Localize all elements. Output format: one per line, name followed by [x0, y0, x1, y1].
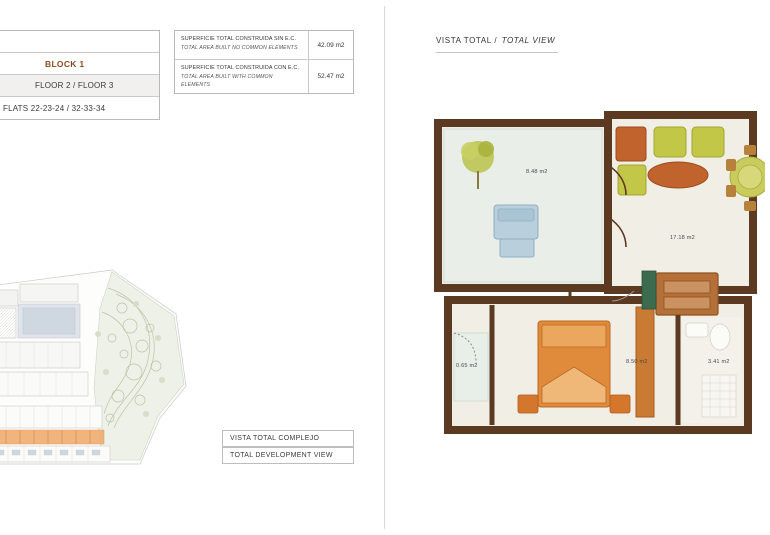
panel-divider — [384, 6, 385, 529]
lower-rooms — [448, 271, 748, 430]
block-info-table — [0, 30, 160, 120]
caption-es-label: VISTA TOTAL COMPLEJO — [230, 435, 320, 442]
block-label: BLOCK 1 — [45, 58, 85, 69]
built-area-table — [174, 30, 354, 94]
table-row-area-no-common — [175, 31, 353, 60]
area-label-bathroom: 3.41 m2 — [708, 359, 730, 365]
living-room — [608, 115, 765, 290]
terrace-room — [438, 123, 608, 288]
table-row-block — [0, 53, 159, 75]
title-es: VISTA TOTAL / — [436, 36, 498, 45]
area-label-living-room: 17.18 m2 — [670, 235, 695, 241]
area-no-common-labels — [175, 31, 309, 59]
site-plan-drawing — [0, 268, 220, 473]
area-with-common-label-en: TOTAL AREA BUILT WITH COMMON ELEMENTS — [181, 74, 273, 88]
area-label-terrace: 8.48 m2 — [526, 169, 548, 175]
bathroom — [678, 315, 742, 425]
area-no-common-label-es: SUPERFICIE TOTAL CONSTRUIDA SIN E.C. — [181, 36, 297, 42]
chest-of-drawers — [656, 273, 718, 315]
area-no-common-label-en: TOTAL AREA BUILT NO COMMON ELEMENTS — [181, 45, 298, 51]
caption-en-label: TOTAL DEVELOPMENT VIEW — [230, 452, 333, 459]
area-label-bedroom: 8.50 m2 — [626, 359, 648, 365]
apartment-floor-plan — [420, 105, 765, 445]
title-en: TOTAL VIEW — [501, 36, 556, 45]
area-label-hall: 0.65 m2 — [456, 363, 478, 369]
area-no-common-value: 42.09 m2 — [317, 41, 345, 49]
lounger-furniture — [494, 205, 538, 257]
floor-label: FLOOR 2 / FLOOR 3 — [35, 81, 114, 90]
caption-total-development-es — [222, 430, 354, 447]
area-with-common-value: 52.47 m2 — [317, 73, 345, 80]
table-row-flats — [0, 97, 159, 119]
green-block — [642, 271, 656, 309]
right-panel-title — [436, 30, 558, 53]
caption-total-development-en — [222, 447, 354, 464]
area-with-common-labels — [175, 60, 309, 93]
table-row-area-with-common — [175, 60, 353, 93]
flats-label: FLATS 22-23-24 / 32-33-34 — [3, 103, 106, 113]
table-row-floor — [0, 75, 159, 97]
area-with-common-label-es: SUPERFICIE TOTAL CONSTRUIDA CON E.C. — [181, 65, 300, 71]
table-row-blank — [0, 31, 159, 53]
